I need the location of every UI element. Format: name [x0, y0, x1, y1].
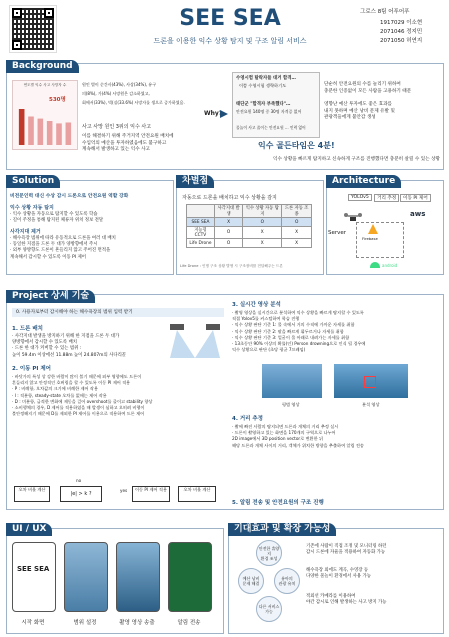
p4-text: · 촬에 빠진 사람의 탐지되면 드론과 개체의 거리 추정 실시 · 드론이 촬영하고 있는 화면을 170개의 구역으로 나누어 2D image에서 3D position vector로 변환한 뒤 해당 드론과 개체 사이의 거리, 객체가 위치한 방향을 추출하여 알림 전송 — [232, 424, 364, 448]
team-name: 그로스 8팀 어푸어푸 — [360, 9, 410, 15]
effect-circle: 안전한 휴양지 환경 조성 — [256, 540, 282, 566]
bg-right-bullet: 단순히 안전요원의 수를 늘리기 위하여 충분한 인증없이 모든 사람을 고용하기 때문 — [324, 82, 412, 94]
golden-desc: 익수 상황을 빠르게 탐지하고 신속하게 구조를 진행했다면 충분히 살릴 수 있는 상황 — [273, 157, 440, 162]
normal-video-image — [262, 364, 322, 398]
news-title: 물놀이 사고 줄이는 안전요원 … 인력 없어 — [236, 125, 306, 130]
news-title: 태단군 "합격자 부족했다"… — [236, 102, 291, 107]
why-arrow — [220, 110, 228, 118]
chart-bar — [47, 121, 53, 145]
arch-tag: 거리 추정 — [374, 194, 399, 202]
flow-step: 이동 PI 제어 적용 — [132, 486, 170, 502]
p1-title: 1. 드론 배치 — [12, 326, 43, 332]
effects-heading: 기대효과 및 확장 가능성 — [228, 523, 336, 536]
comparison-table: 사각지대 발생 익수 상황 자동 탐지 드론 자동 조종 SEE SEA X O O 지능형 CCTV O X X Life Drone O X X — [186, 204, 312, 248]
android-label: android — [382, 263, 398, 268]
arch-tag: YOLOv5 — [348, 194, 372, 201]
chart-bar — [66, 123, 72, 146]
uiux-heading: UI / UX — [6, 523, 52, 536]
uiux-caption: 시작 화면 — [21, 620, 45, 626]
chart-plot — [17, 103, 73, 145]
chart-bar — [38, 119, 44, 145]
drone-diagram — [168, 322, 222, 362]
p3-text: · 촬영 영상을 실시간으로 분석하여 익수 상황을 빠르게 탐지할 수 있도록 직접 Yolov5를 커스텀하여 학습 진행 · 익수 상황 판단 기준 1: 물 속에서 거의 수직에 가까운 자세를 취함 · 익수 상황 판단 기준 2: 팔을 빠르게 휘두르거나 자세를 취함 · 익수 상황 판단 기준 3: 얼굴이 물 아래로 내려가는 자세를 취함 · 13초동안 90% 이상의 확률(인) Person drowning으로 인식 될 경우에 익수 상황으로 판단 (초당 평균 7프레임) — [232, 310, 366, 353]
bg-bullet: 이를 해결하기 위해 주거지역 안전요원 배치에 수입억의 예산을 투자하였음에도 불구하고 계속해서 발생하고 있는 익수 사고 — [82, 134, 174, 152]
page-subtitle: 드론을 이용한 익수 상황 탐지 및 구조 알림 서비스 — [153, 37, 307, 45]
uiux-caption: 범위 설정 — [73, 620, 97, 626]
death-chart — [12, 80, 78, 150]
flow-yes-label: yes — [120, 488, 128, 493]
solution-text: · 익수 상황을 자동으로 탐지할 수 있도록 학습 · 길이 주정을 통해 탐지된 체류자 위치 정보 전달 — [10, 212, 104, 224]
why-label: Why? — [204, 110, 223, 117]
page-title: SEE SEA — [179, 6, 281, 31]
caption-analysis: 분석 영상 — [362, 402, 380, 407]
android-icon — [370, 262, 380, 268]
bg-right-bullet: 영향난 예산 투자에도 좋은 효과를 내지 못하며 예산 낭비 문제 유발 및 관광객들에게 불안감 생성 — [324, 102, 395, 120]
firebase-label: Firebase — [362, 236, 378, 241]
screen-video — [116, 542, 160, 612]
firebase-icon — [368, 224, 378, 234]
screen-range — [64, 542, 108, 612]
solution-lead: 비전문인력 대신 수상 감시 드론으로 안전요원 역할 강화 — [10, 194, 129, 199]
arch-tag: 이동 PI 제어 — [400, 194, 431, 202]
team-member: 2071046 정지민 — [380, 29, 423, 35]
news-sub: 이쯤 수영시험 생략하기도 — [239, 83, 287, 88]
news-sub: 안전요원 140명 중 30명 자격증 없어 — [236, 109, 302, 114]
p3-title: 3. 실시간 영상 분석 — [232, 302, 281, 308]
p1-text: · 사각지대 발생을 방지하기 위해 한 지점을 드론 두 대가 양방향에서 감시할 수 있도록 배치 · 드론 한 대가 커버할 수 있는 범위 : 높이 59.4m 이상에선 11.88m 높이 24.807m의 사다리꼴 — [12, 334, 127, 358]
solution-text: · 해수욕장 범위에 따라 유동적으로 드론을 여러 대 배치 · 동일한 지점을 드론 두 대가 양방향에서 주시 · 외부 양방향도 드론이 흔들리지 않고 주어진 면적을 계속해서 감시할 수 있도록 이동 PI 제어 — [10, 236, 116, 260]
solution-sub: 사각지대 제거 — [10, 229, 41, 235]
p2-title: 2. 이동 PI 제어 — [12, 366, 51, 372]
bg-bullet: 사고 사망 원인 3위의 익수 사고 — [82, 124, 152, 130]
aws-label: aws — [410, 210, 426, 218]
solution-sub: 익수 상황 자동 탐지 — [10, 205, 54, 211]
drone-icon — [344, 208, 362, 218]
effect-bullet: 해수욕장 외에도 계곡, 수영장 등 다양한 물놀이 환경에서 사용 가능 — [306, 568, 371, 580]
news-title: 수영시험 탈락자들 대거 합격… — [236, 76, 296, 81]
solution-heading: Solution — [6, 175, 60, 188]
uiux-caption: 알림 전송 — [177, 620, 201, 626]
flow-step: 오차 비율 계산 — [178, 486, 216, 502]
detection-box — [364, 376, 376, 388]
diff-lead: 자동으로 드론을 배치하고 익수 상황을 감지 — [182, 195, 277, 201]
news-card — [232, 72, 320, 138]
screen-alert — [168, 542, 212, 612]
chart-bar — [56, 123, 62, 145]
effect-circle: 예산 낭비 문제 해결 — [238, 568, 264, 594]
diff-heading: 차별점 — [176, 175, 214, 188]
effect-bullet: 기존에 사람이 직접 조정 및 모니터링 하던 감시 드론에 자율을 적용하여 자동화 가능 — [306, 544, 387, 556]
effect-circle: 유아의 관광 유치 — [274, 568, 300, 594]
stats-text: 원인 별이 순간사(43%), 사상(34%), 유구 의(8%), 가(4%) 사망원은 감소하였고, 회에서(33%), 빅(실(33.6%) 사망자를 생으로 증가하였음. — [82, 82, 185, 105]
uiux-caption: 촬영 영상 송출 — [119, 620, 155, 626]
p5-title: 5. 알림 전송 및 안전요원의 구조 진행 — [232, 500, 324, 506]
chart-title: 연도별 익수 사고 사망자 수 — [23, 83, 67, 87]
screen-start — [12, 542, 56, 612]
flow-decision: |e| > k ? — [60, 486, 102, 502]
architecture-heading: Architecture — [326, 175, 401, 188]
chart-bar — [19, 109, 25, 145]
chart-bar — [28, 117, 34, 146]
caption-normal: 평범 영상 — [282, 402, 300, 407]
server-label: Server — [328, 230, 347, 236]
background-heading: Background — [6, 60, 79, 73]
golden-time: 익수 골든타임은 4분! — [258, 141, 335, 150]
app-name: SEE SEA — [17, 565, 50, 573]
qr-code — [9, 5, 57, 53]
flow-no-label: no — [76, 478, 82, 483]
p4-title: 4. 거리 추정 — [232, 416, 263, 422]
project-banner: 0. 사용자로부터 감시해야 하는 해수욕장의 범위 입력 받기 — [12, 308, 224, 317]
chart-value-label: 530명 — [49, 97, 66, 103]
p2-text: · 바닷가의 특성 상 강한 바람이 많이 불기 때문에 외부 영향에도 드론이 흔들리지 않고 안정적인 호버링을 할 수 있도록 이동 PI 제어 적용 · P : 비례항, 오차값의 크기에 비례한 제어 작용 · I : 적분항, steady-state 오차를 없애는 제어 작용 · D : 미분항, 급격한 변화에 제동을 걸어 overshoot를 줄이고 stability 향상 · 소비행체의 경우, D 제어를 적용하였을 때 발생이 심하고 오히려 비행이 불안정해지기 때문에 D를 제외한 PI 제어를 이용으로 적용하여 드론 제어 — [12, 374, 153, 417]
diff-note: Life Drone : 인명 구조 상황 발생 시 구조장비를 전달해주는 드론 — [180, 264, 283, 268]
project-heading: Project 상세 기술 — [6, 290, 95, 303]
analysis-video-image — [334, 364, 408, 398]
effect-bullet: 적외선 카메라를 이용하여 야간 감시로 인해 발생하는 사고 방지 가능 — [306, 594, 387, 606]
team-member: 2071050 허연지 — [380, 38, 423, 44]
effect-circle: 다른 서비스 가능 — [256, 596, 282, 622]
flow-step: 오차 비율 계산 — [14, 486, 50, 502]
team-member: 1917029 이소현 — [380, 20, 423, 26]
